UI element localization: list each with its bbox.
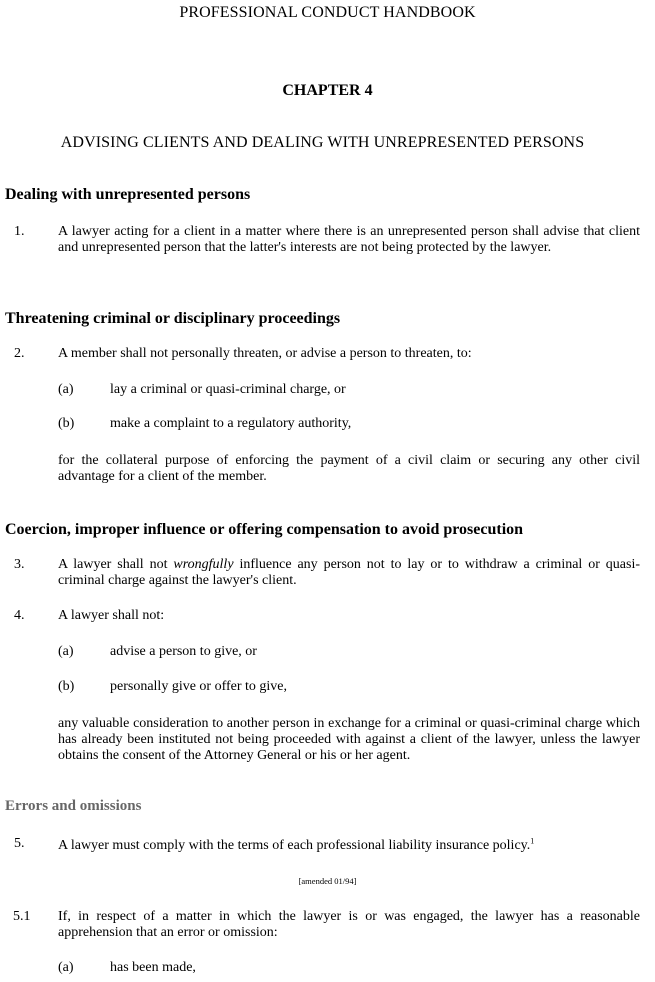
- rule-text: A member shall not personally threaten, or advise a person to threaten, to:: [58, 346, 472, 361]
- rule-text-body: A lawyer must comply with the terms of each professional liability insurance policy.: [58, 838, 531, 853]
- rule-number: 1.: [14, 224, 25, 239]
- rule-text: [58, 838, 534, 854]
- clause-text: personally give or offer to give,: [110, 679, 288, 694]
- section-heading-errors: Errors and omissions: [5, 798, 142, 814]
- clause-text: make a complaint to a regulatory authority,: [110, 416, 352, 431]
- clause-text: advise a person to give, or: [110, 644, 257, 659]
- rule-tail-text: for the collateral purpose of enforcing the payment of a civil claim or securing any other civil advantage for a client of the member.: [58, 453, 640, 484]
- rule-tail-text: any valuable consideration to another person in exchange for a criminal or quasi-criminal charge which has already been instituted not being proceeded with against a client of the lawyer, unless the lawyer obtains the consent of the Attorney General or his or her agent.: [58, 716, 640, 763]
- rule-text: If, in respect of a matter in which the lawyer is or was engaged, the lawyer has a reasonable apprehension that an error or omission:: [58, 909, 640, 940]
- rule-number: 5.1: [13, 909, 31, 924]
- section-heading-threatening: Threatening criminal or disciplinary proceedings: [5, 310, 341, 327]
- chapter-title: ADVISING CLIENTS AND DEALING WITH UNREPRESENTED PERSONS: [60, 134, 585, 151]
- amendment-note: [amended 01/94]: [298, 876, 357, 886]
- section-heading-unrepresented: Dealing with unrepresented persons: [5, 186, 251, 203]
- running-title: PROFESSIONAL CONDUCT HANDBOOK: [179, 4, 476, 21]
- rule-text-emphasis: wrongfully: [173, 557, 234, 572]
- clause-text: lay a criminal or quasi-criminal charge, or: [110, 382, 346, 397]
- rule-number: 4.: [14, 608, 25, 623]
- rule-text-start: A lawyer shall not: [58, 557, 174, 572]
- rule-number: 3.: [14, 557, 25, 572]
- clause-label: (b): [58, 679, 75, 694]
- clause-label: (a): [58, 960, 74, 975]
- clause-text: has been made,: [110, 960, 196, 975]
- footnote-marker: 1: [530, 836, 535, 846]
- clause-label: (a): [58, 644, 74, 659]
- rule-number: 2.: [14, 346, 25, 361]
- rule-text: A lawyer acting for a client in a matter where there is an unrepresented person shall advise that client and unrepresented person that the latter's interests are not being protected by the lawyer.: [58, 224, 640, 255]
- clause-label: (a): [58, 382, 74, 397]
- rule-text: [58, 557, 640, 589]
- rule-text: A lawyer shall not:: [58, 608, 165, 623]
- section-heading-coercion: Coercion, improper influence or offering compensation to avoid prosecution: [5, 521, 524, 538]
- clause-label: (b): [58, 416, 75, 431]
- chapter-number: CHAPTER 4: [282, 82, 373, 99]
- rule-number: 5.: [14, 836, 25, 851]
- rule-text-end: influence any person not to lay or to withdraw a criminal or quasi-criminal charge against the lawyer's client.: [58, 557, 640, 588]
